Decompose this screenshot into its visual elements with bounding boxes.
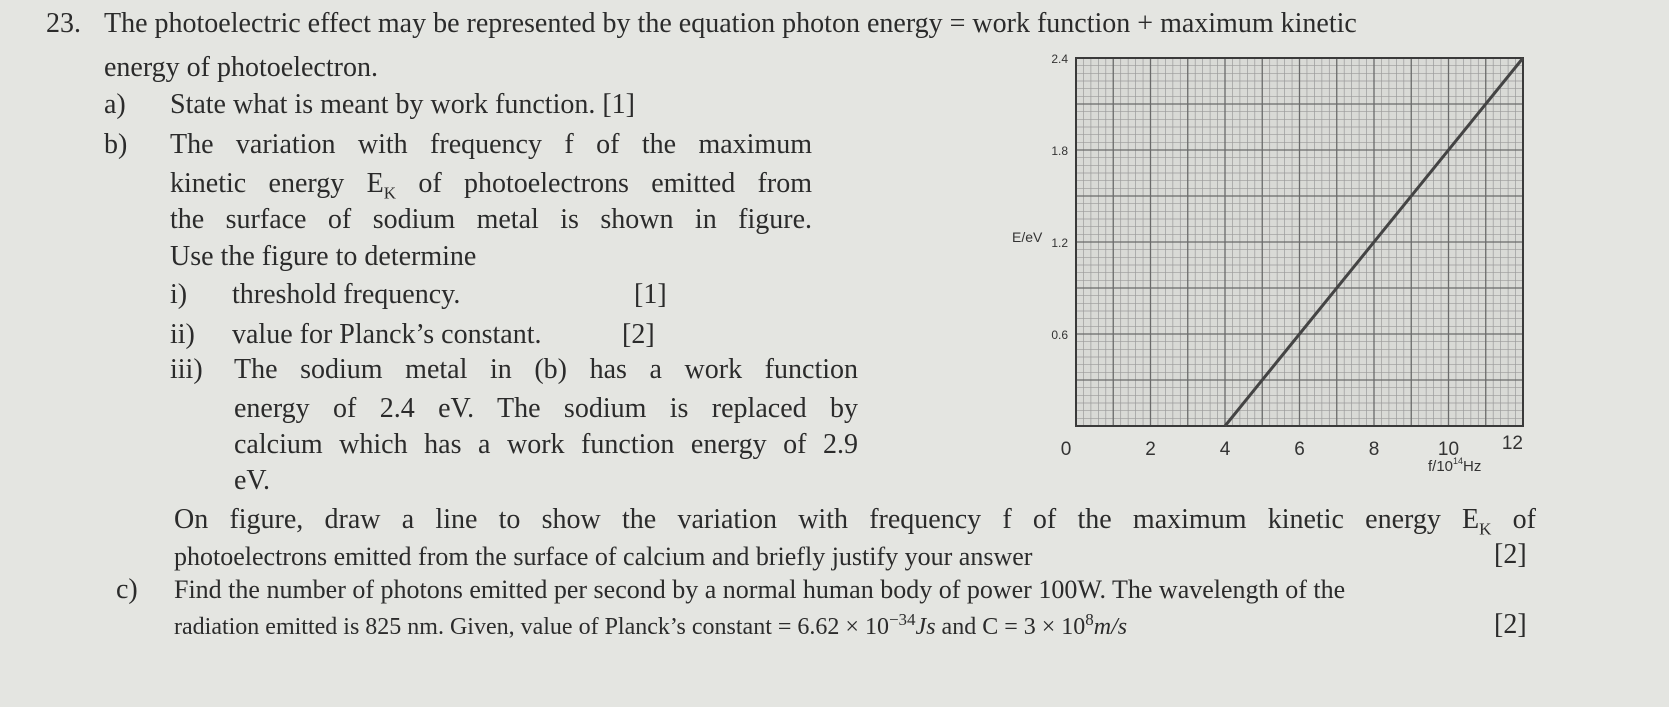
part-b-iii-line-1: The sodium metal in (b) has a work function <box>234 354 858 385</box>
part-b-iii-line-3: calcium which has a work function energy of 2.9 <box>234 429 858 460</box>
x-tick-label: 2 <box>1145 439 1156 460</box>
part-c-line-2 <box>174 610 1127 644</box>
draw-line1-subscript: K <box>1479 519 1492 539</box>
draw-instruction-line-2: photoelectrons emitted from the surface of calcium and briefly justify your answer <box>174 542 1033 571</box>
part-c-unit-1: Js <box>915 614 936 640</box>
x-tick-label: 6 <box>1294 439 1305 460</box>
part-c-label: c) <box>116 574 138 605</box>
y-tick-label: 1.2 <box>1051 236 1068 250</box>
y-tick-label: 0.6 <box>1051 328 1068 342</box>
part-b-i-label: i) <box>170 279 188 310</box>
question-number: 23. <box>46 8 81 39</box>
part-b-line-3: the surface of sodium metal is shown in figure. <box>170 204 812 235</box>
plot-frame <box>1076 58 1523 426</box>
x-tick-label: 0 <box>1060 439 1072 460</box>
part-c-marks: [2] <box>1494 609 1527 640</box>
x-tick-label: 8 <box>1368 439 1380 460</box>
part-a-label: a) <box>104 89 126 120</box>
draw-line1-b: of <box>1491 504 1536 535</box>
question-stem-line-1: The photoelectric effect may be represented by the equation photon energy = work function + maximum kinetic <box>104 8 1357 39</box>
y-tick-label: 1.8 <box>1051 144 1068 158</box>
x-axis-label <box>1428 456 1481 475</box>
draw-instruction-marks: [2] <box>1494 539 1527 570</box>
x-tick-label: 10 <box>1437 439 1460 460</box>
y-tick-labels <box>1051 52 1068 342</box>
grid-minor <box>1076 58 1523 426</box>
part-b-i-text: threshold frequency. <box>232 279 461 310</box>
part-b-label: b) <box>104 129 128 160</box>
part-c-unit-2: m/s <box>1093 614 1128 640</box>
part-b-ii-marks: [2] <box>622 319 655 350</box>
question-stem-line-2: energy of photoelectron. <box>104 52 378 83</box>
grid-major <box>1076 58 1523 426</box>
part-a-text: State what is meant by work function. [1] <box>170 89 636 120</box>
y-axis-label: E/eV <box>1012 229 1043 245</box>
part-b-ek-subscript: K <box>383 183 396 203</box>
part-b-line-1: The variation with frequency f of the maximum <box>170 129 812 160</box>
part-c-exp-2: 8 <box>1085 610 1094 629</box>
part-c-line2-b: and C = 3 × 10 <box>935 614 1086 640</box>
plot-background <box>1076 58 1523 426</box>
part-b-iii-line-2: energy of 2.4 eV. The sodium is replaced by <box>234 393 858 424</box>
part-b-line-4: Use the figure to determine <box>170 241 477 272</box>
part-b-ek-rest: of photoelectrons emitted from <box>395 168 812 199</box>
part-b-iii-line-4: eV. <box>234 465 271 496</box>
part-b-i-marks: [1] <box>634 279 667 310</box>
part-b-ii-label: ii) <box>170 319 195 350</box>
x-axis-label-unit: Hz <box>1463 458 1482 475</box>
part-b-iii-label: iii) <box>170 354 203 385</box>
part-b-ii-text: value for Planck’s constant. <box>232 319 542 350</box>
x-axis-label-exp: 14 <box>1453 456 1464 466</box>
y-tick-label: 2.4 <box>1051 52 1068 66</box>
draw-line1-a: On figure, draw a line to show the variation with frequency f of the maximum kinetic energy E <box>174 504 1480 535</box>
x-tick-label: 4 <box>1219 439 1231 460</box>
x-tick-labels <box>1061 433 1523 460</box>
part-c-exp-1: −34 <box>888 610 916 629</box>
part-b-ek-symbol: kinetic energy E <box>170 168 384 199</box>
part-c-line-1: Find the number of photons emitted per second by a normal human body of power 100W. The wavelength of the <box>174 575 1346 604</box>
x-tick-label: 12 <box>1501 433 1523 454</box>
series-line-sodium <box>1225 58 1523 426</box>
x-axis-label-text: f/10 <box>1428 458 1454 475</box>
part-c-line2-a: radiation emitted is 825 nm. Given, value of Planck’s constant = 6.62 × 10 <box>174 614 889 640</box>
